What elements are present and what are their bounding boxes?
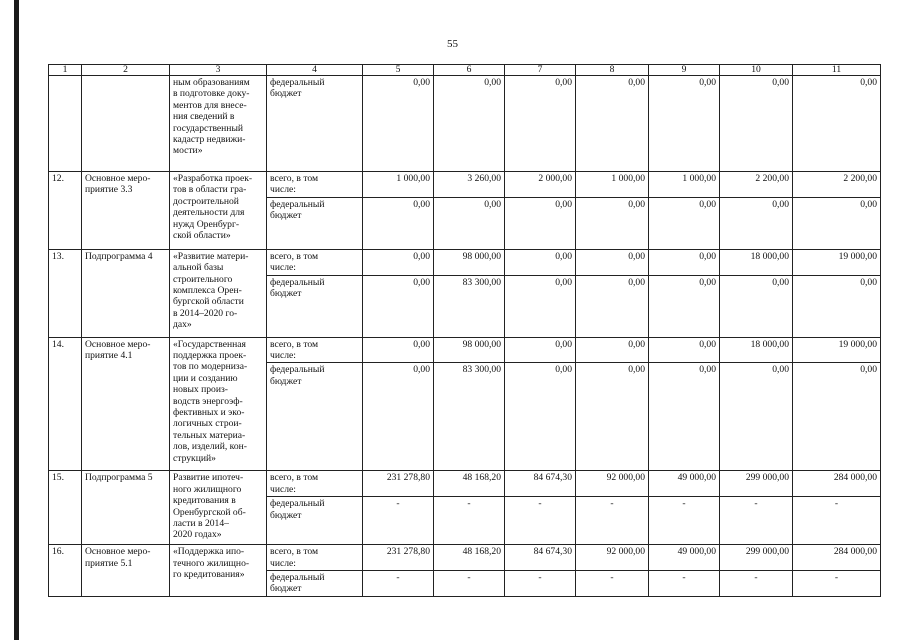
page-number: 55	[447, 38, 458, 50]
amount-cell-col-8: 0,00	[576, 363, 649, 471]
amount-cell-col-9: -	[649, 571, 720, 597]
amount-cell-col-8: 0,00	[576, 197, 649, 249]
amount-cell-col-6: 0,00	[434, 76, 505, 172]
column-header-9: 9	[649, 65, 720, 76]
column-header-8: 8	[576, 65, 649, 76]
amount-cell-col-7: 0,00	[505, 363, 576, 471]
amount-cell-col-5: -	[363, 571, 434, 597]
program-description: «Государственная поддержка проек- тов по модерниза- ции и созданию новых произ- водств энергоэф- фективных и эко- логичных строи- тельных материа- лов, изделий, кон- струкций»	[170, 337, 267, 471]
program-name: Основное меро- приятие 3.3	[82, 172, 170, 250]
funding-source: федеральный бюджет	[267, 76, 363, 172]
amount-cell-col-7: 0,00	[505, 275, 576, 337]
program-description: «Поддержка ипо- течного жилищно- го кредитования»	[170, 545, 267, 597]
column-header-7: 7	[505, 65, 576, 76]
amount-cell-col-5: 0,00	[363, 275, 434, 337]
column-header-2: 2	[82, 65, 170, 76]
amount-cell-col-11: 19 000,00	[793, 337, 881, 363]
program-name: Подпрограмма 5	[82, 471, 170, 545]
amount-cell-col-11: -	[793, 497, 881, 545]
amount-cell-col-5: 231 278,80	[363, 545, 434, 571]
amount-cell-col-6: 3 260,00	[434, 172, 505, 198]
amount-cell-col-10: 18 000,00	[720, 337, 793, 363]
amount-cell-col-6: 98 000,00	[434, 249, 505, 275]
amount-cell-col-9: 0,00	[649, 76, 720, 172]
amount-cell-col-8: 0,00	[576, 76, 649, 172]
amount-cell-col-9: 0,00	[649, 363, 720, 471]
amount-cell-col-7: 0,00	[505, 76, 576, 172]
amount-cell-col-9: -	[649, 497, 720, 545]
header-row	[49, 65, 881, 76]
amount-cell-col-5: 0,00	[363, 363, 434, 471]
funding-source: федеральный бюджет	[267, 571, 363, 597]
funding-source: федеральный бюджет	[267, 197, 363, 249]
funding-source: всего, в том числе:	[267, 545, 363, 571]
amount-cell-col-8: 92 000,00	[576, 545, 649, 571]
amount-cell-col-10: 0,00	[720, 363, 793, 471]
funding-source: федеральный бюджет	[267, 275, 363, 337]
amount-cell-col-11: -	[793, 571, 881, 597]
program-description: «Разработка проек- тов в области гра- достроительной деятельности для нужд Оренбург- ской области»	[170, 172, 267, 250]
amount-cell-col-8: -	[576, 497, 649, 545]
binding-edge	[14, 0, 19, 640]
program-name: Основное меро- приятие 4.1	[82, 337, 170, 471]
row-number: 12.	[49, 172, 82, 250]
amount-cell-col-6: 0,00	[434, 197, 505, 249]
row-number: 14.	[49, 337, 82, 471]
amount-cell-col-11: 19 000,00	[793, 249, 881, 275]
amount-cell-col-7: -	[505, 497, 576, 545]
amount-cell-col-7: 0,00	[505, 197, 576, 249]
amount-cell-col-5: 0,00	[363, 197, 434, 249]
amount-cell-col-5: 0,00	[363, 76, 434, 172]
row-number	[49, 76, 82, 172]
amount-cell-col-11: 284 000,00	[793, 471, 881, 497]
funding-source: всего, в том числе:	[267, 471, 363, 497]
program-description: ным образованиям в подготовке доку- ментов для внесе- ния сведений в государственный кадастр недвижи- мости»	[170, 76, 267, 172]
amount-cell-col-5: 0,00	[363, 337, 434, 363]
funding-source: всего, в том числе:	[267, 249, 363, 275]
table-row	[49, 337, 881, 363]
column-header-5: 5	[363, 65, 434, 76]
amount-cell-col-8: 92 000,00	[576, 471, 649, 497]
amount-cell-col-7: 0,00	[505, 249, 576, 275]
amount-cell-col-6: 48 168,20	[434, 471, 505, 497]
amount-cell-col-11: 0,00	[793, 197, 881, 249]
table-row	[49, 172, 881, 198]
amount-cell-col-9: 49 000,00	[649, 471, 720, 497]
column-header-4: 4	[267, 65, 363, 76]
amount-cell-col-11: 0,00	[793, 275, 881, 337]
amount-cell-col-5: 0,00	[363, 249, 434, 275]
table-row	[49, 471, 881, 497]
amount-cell-col-11: 0,00	[793, 76, 881, 172]
amount-cell-col-6: 48 168,20	[434, 545, 505, 571]
table-body	[49, 65, 881, 597]
column-header-11: 11	[793, 65, 881, 76]
program-name: Подпрограмма 4	[82, 249, 170, 337]
amount-cell-col-9: 0,00	[649, 197, 720, 249]
amount-cell-col-11: 2 200,00	[793, 172, 881, 198]
amount-cell-col-5: 1 000,00	[363, 172, 434, 198]
amount-cell-col-11: 0,00	[793, 363, 881, 471]
amount-cell-col-6: -	[434, 571, 505, 597]
table-row	[49, 249, 881, 275]
amount-cell-col-8: -	[576, 571, 649, 597]
amount-cell-col-10: 0,00	[720, 275, 793, 337]
amount-cell-col-7: 2 000,00	[505, 172, 576, 198]
amount-cell-col-7: -	[505, 571, 576, 597]
funding-source: всего, в том числе:	[267, 337, 363, 363]
amount-cell-col-9: 0,00	[649, 275, 720, 337]
column-header-6: 6	[434, 65, 505, 76]
amount-cell-col-5: -	[363, 497, 434, 545]
amount-cell-col-6: -	[434, 497, 505, 545]
amount-cell-col-9: 49 000,00	[649, 545, 720, 571]
program-name: Основное меро- приятие 5.1	[82, 545, 170, 597]
row-number: 13.	[49, 249, 82, 337]
amount-cell-col-10: 299 000,00	[720, 471, 793, 497]
program-description: Развитие ипотеч- ного жилищного кредитования в Оренбургской об- ласти в 2014– 2020 годах»	[170, 471, 267, 545]
amount-cell-col-6: 83 300,00	[434, 275, 505, 337]
amount-cell-col-7: 84 674,30	[505, 545, 576, 571]
amount-cell-col-5: 231 278,80	[363, 471, 434, 497]
amount-cell-col-9: 1 000,00	[649, 172, 720, 198]
funding-source: федеральный бюджет	[267, 497, 363, 545]
amount-cell-col-10: 299 000,00	[720, 545, 793, 571]
table-row	[49, 76, 881, 172]
amount-cell-col-8: 0,00	[576, 337, 649, 363]
funding-source: федеральный бюджет	[267, 363, 363, 471]
amount-cell-col-7: 84 674,30	[505, 471, 576, 497]
column-header-3: 3	[170, 65, 267, 76]
row-number: 16.	[49, 545, 82, 597]
amount-cell-col-10: -	[720, 497, 793, 545]
amount-cell-col-11: 284 000,00	[793, 545, 881, 571]
funding-source: всего, в том числе:	[267, 172, 363, 198]
amount-cell-col-7: 0,00	[505, 337, 576, 363]
amount-cell-col-10: 18 000,00	[720, 249, 793, 275]
amount-cell-col-10: -	[720, 571, 793, 597]
amount-cell-col-8: 0,00	[576, 249, 649, 275]
amount-cell-col-10: 0,00	[720, 197, 793, 249]
amount-cell-col-6: 98 000,00	[434, 337, 505, 363]
amount-cell-col-10: 2 200,00	[720, 172, 793, 198]
amount-cell-col-8: 1 000,00	[576, 172, 649, 198]
table-row	[49, 545, 881, 571]
column-header-1: 1	[49, 65, 82, 76]
program-name	[82, 76, 170, 172]
budget-table	[48, 64, 881, 597]
column-header-10: 10	[720, 65, 793, 76]
program-description: «Развитие матери- альной базы строительного комплекса Орен- бургской области в 2014–2020 го- дах»	[170, 249, 267, 337]
row-number: 15.	[49, 471, 82, 545]
amount-cell-col-8: 0,00	[576, 275, 649, 337]
amount-cell-col-9: 0,00	[649, 337, 720, 363]
amount-cell-col-6: 83 300,00	[434, 363, 505, 471]
amount-cell-col-9: 0,00	[649, 249, 720, 275]
amount-cell-col-10: 0,00	[720, 76, 793, 172]
